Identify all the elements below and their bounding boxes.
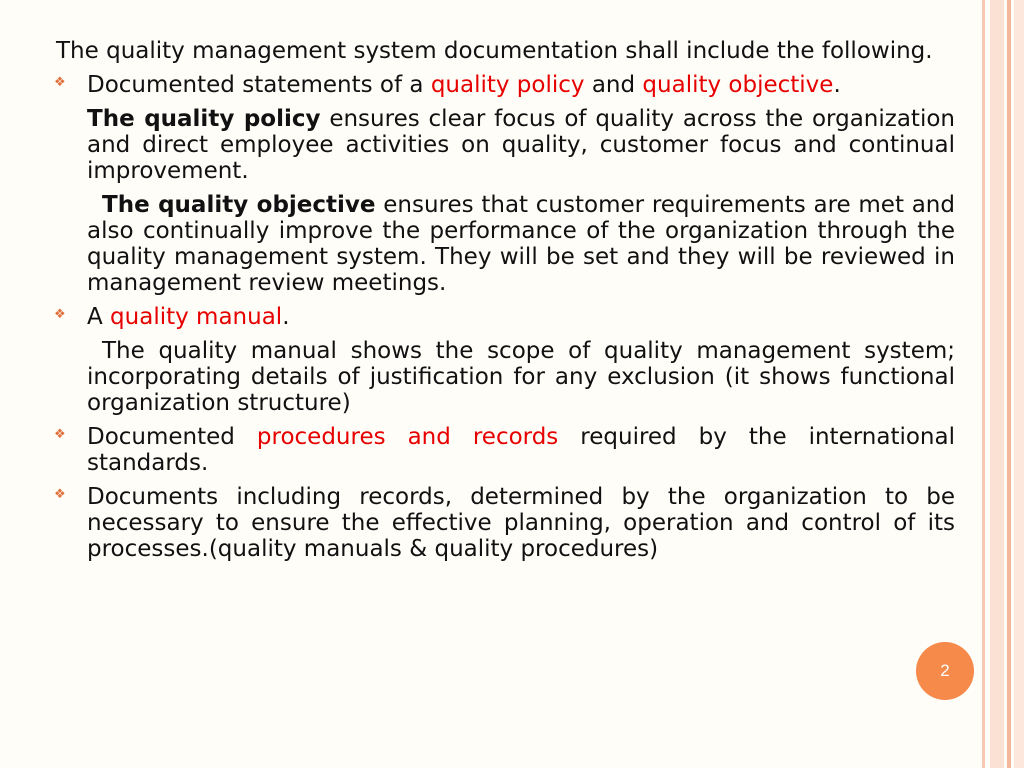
decorative-side-stripes <box>982 0 1024 768</box>
highlight-quality-manual: quality manual <box>110 304 283 330</box>
bullet-documents-records <box>56 484 955 562</box>
stripe <box>990 0 1004 768</box>
paragraph-text: ensures clear focus of quality across the organization and direct employee activities on quality, customer focus and continual improvement. <box>87 106 955 184</box>
bullet-quality-manual <box>56 304 955 330</box>
bullet-text: required by the international standards. <box>87 424 955 476</box>
highlight-quality-objective: quality objective <box>642 72 834 98</box>
diamond-bullet-icon: ❖ <box>54 487 66 502</box>
bullet-text: Documented <box>87 424 257 450</box>
bullet-text: . <box>833 72 841 98</box>
quality-objective-paragraph <box>56 192 955 296</box>
bullet-text: A <box>87 304 111 330</box>
highlight-quality-policy: quality policy <box>430 72 585 98</box>
stripe <box>982 0 985 768</box>
term-quality-objective: The quality objective <box>102 192 376 218</box>
slide-body <box>56 38 955 562</box>
diamond-bullet-icon: ❖ <box>54 427 66 442</box>
quality-policy-paragraph <box>56 106 955 184</box>
bullet-text: and <box>584 72 643 98</box>
quality-manual-paragraph: The quality manual shows the scope of quality management system; incorporating details of justification for any exclusion (it shows functional organization structure) <box>87 338 955 416</box>
paragraph-text: ensures that customer requirements are met and also continually improve the performance of the organization through the quality management system. They will be set and they will be reviewed in management review meetings. <box>87 192 955 296</box>
bullet-text: Documented statements of a <box>87 72 431 98</box>
bullet-procedures-records <box>56 424 955 476</box>
bullet-text: . <box>282 304 290 330</box>
page-number-badge: 2 <box>916 642 974 700</box>
bullet-quality-statements <box>56 72 955 98</box>
stripe <box>1007 0 1011 768</box>
diamond-bullet-icon: ❖ <box>54 307 66 322</box>
intro-text: The quality management system documentation shall include the following. <box>56 38 933 64</box>
stripe <box>1014 0 1024 768</box>
term-quality-policy: The quality policy <box>87 106 321 132</box>
highlight-procedures-records: procedures and records <box>256 424 559 450</box>
diamond-bullet-icon: ❖ <box>54 75 66 90</box>
bullet-text: Documents including records, determined by the organization to be necessary to ensure the effective planning, operation and control of its processes.(quality manuals & quality procedures) <box>87 484 955 562</box>
